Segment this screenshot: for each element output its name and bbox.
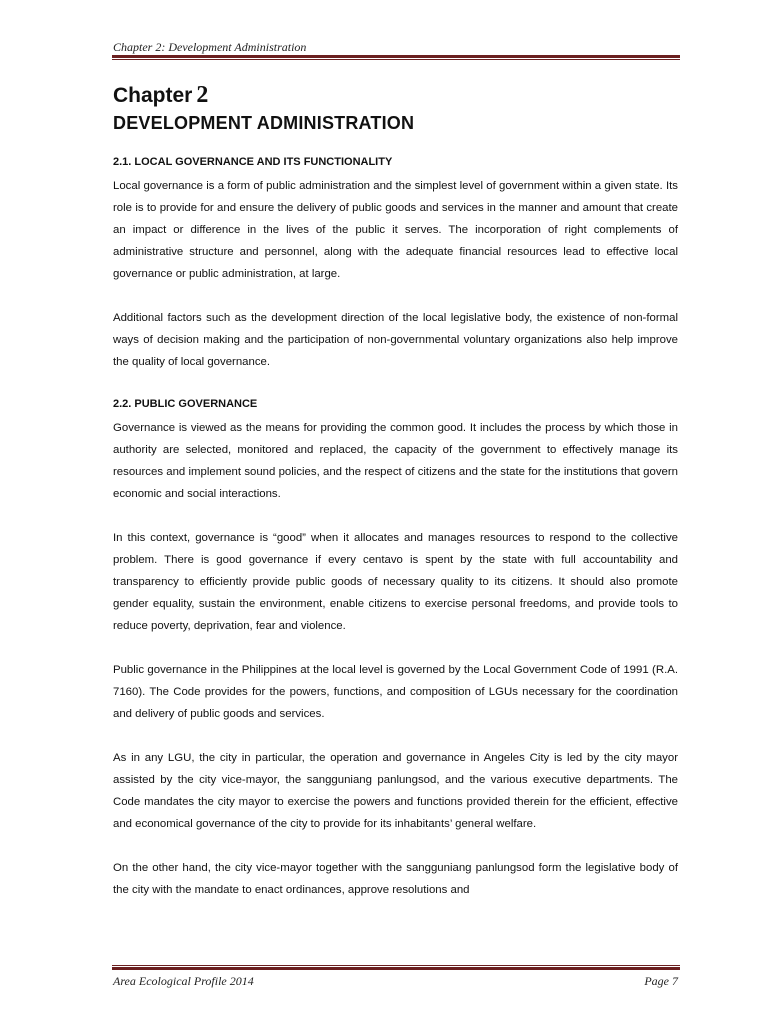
paragraph: Public governance in the Philippines at the local level is governed by the Local Government Code of 1991 (R.A. 7160). The Code provides for the powers, functions, and composition of LGUs necessary for the coordination and delivery of public goods and services. <box>113 664 678 720</box>
paragraph: Local governance is a form of public administration and the simplest level of government within a given state. Its role is to provide for and ensure the delivery of public goods and services in the manner and amount that create an impact or difference in the lives of the public it serves. The incorporation of right complements of administrative structure and personnel, along with the adequate financial resources lead to effective local governance or public administration, at large. <box>113 180 678 280</box>
running-header: Chapter 2: Development Administration <box>113 40 307 54</box>
section-heading-2-2: 2.2. PUBLIC GOVERNANCE <box>113 398 258 410</box>
section-heading-2-1: 2.1. LOCAL GOVERNANCE AND ITS FUNCTIONALITY <box>113 156 393 168</box>
chapter-heading <box>113 82 208 109</box>
footer-rule <box>112 967 680 970</box>
paragraph: Governance is viewed as the means for providing the common good. It includes the process by which those in authority are selected, monitored and replaced, the capacity of the government to effectively manage its resources and implement sound policies, and the respect of citizens and the state for the institutions that govern economic and social interactions. <box>113 422 678 500</box>
paragraph: In this context, governance is “good” when it allocates and manages resources to respond to the collective problem. There is good governance if every centavo is spent by the state with full accountability and transparency to efficiently provide public goods of necessary quality to its citizens. It should also promote gender equality, sustain the environment, enable citizens to exercise personal freedoms, and provide tools to reduce poverty, deprivation, fear and violence. <box>113 532 678 632</box>
footer-publication: Area Ecological Profile 2014 <box>113 974 254 988</box>
chapter-label: Chapter <box>113 84 193 107</box>
paragraph: As in any LGU, the city in particular, the operation and governance in Angeles City is led by the city mayor assisted by the city vice-mayor, the sangguniang panlungsod, and the various executive departments. The Code mandates the city mayor to exercise the powers and functions provided therein for the efficient, effective and economical governance of the city to provide for its inhabitants’ general welfare. <box>113 752 678 830</box>
chapter-title: DEVELOPMENT ADMINISTRATION <box>113 113 415 133</box>
header-rule-thin <box>112 59 680 60</box>
paragraph: On the other hand, the city vice-mayor together with the sangguniang panlungsod form the legislative body of the city with the mandate to enact ordinances, approve resolutions and <box>113 862 678 896</box>
chapter-number: 2 <box>196 82 209 108</box>
page-number: Page 7 <box>644 974 678 988</box>
paragraph: Additional factors such as the development direction of the local legislative body, the existence of non-formal ways of decision making and the participation of non-governmental voluntary organizations also help improve the quality of local governance. <box>113 312 678 368</box>
body-content <box>113 153 678 901</box>
header-rule <box>112 55 680 58</box>
footer-rule-thin <box>112 965 680 966</box>
